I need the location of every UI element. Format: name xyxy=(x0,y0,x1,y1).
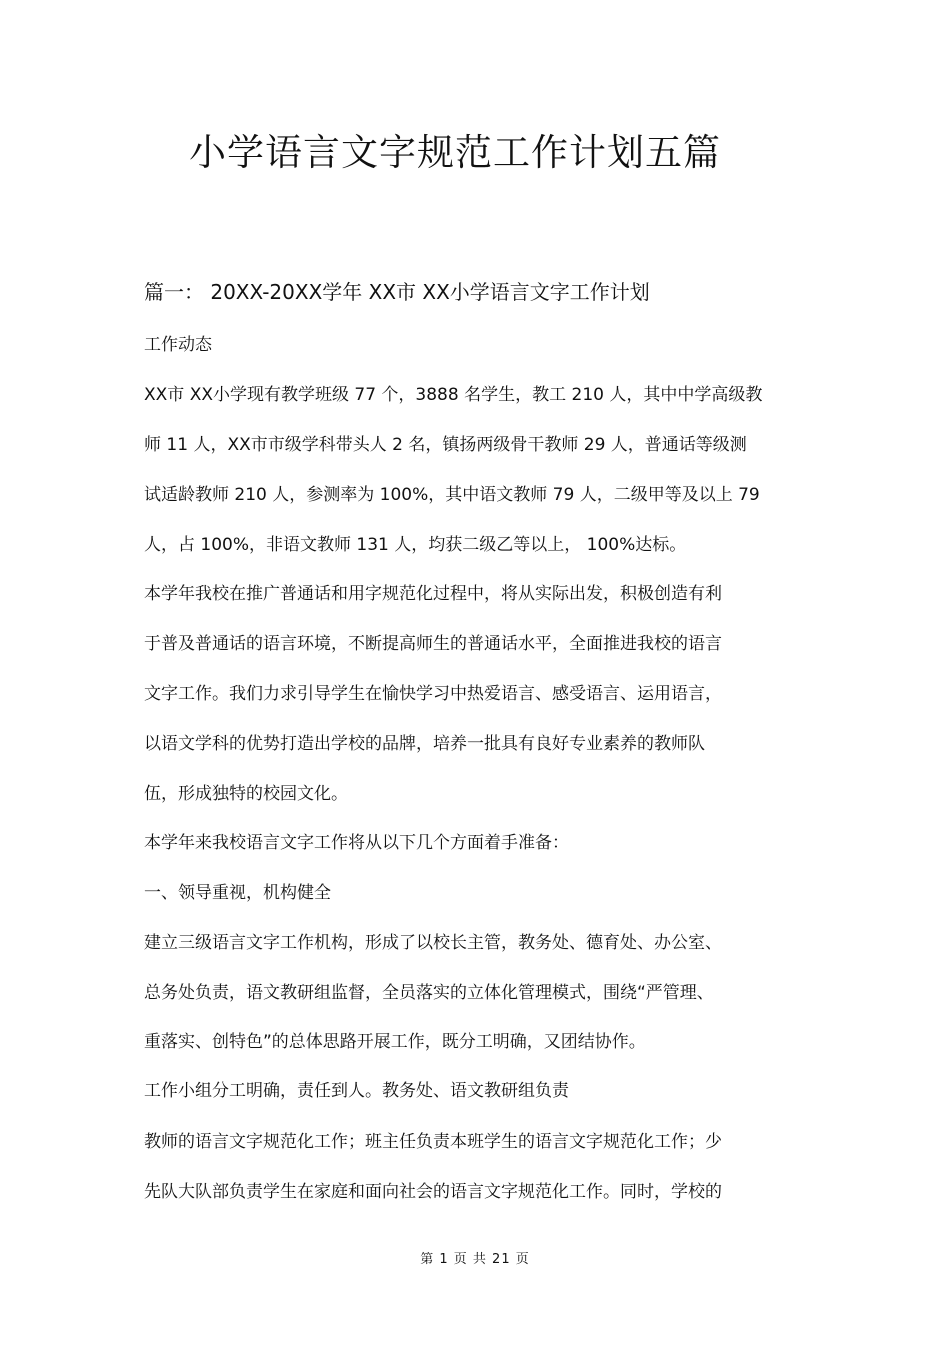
text-line: 先队大队部负责学生在家庭和面向社会的语言文字规范化工作。同时，学校的 xyxy=(144,1182,722,1202)
section-heading: 篇一： 20XX-20XX学年 XX市 XX小学语言文字工作计划 xyxy=(144,280,650,304)
text-line: 本学年我校在推广普通话和用字规范化过程中，将从实际出发，积极创造有利 xyxy=(144,584,722,604)
text-line: 建立三级语言文字工作机构，形成了以校长主管，教务处、德育处、办公室、 xyxy=(144,933,722,953)
text-line: 工作小组分工明确，责任到人。教务处、语文教研组负责 xyxy=(144,1081,569,1101)
text-line: 人，占 100%，非语文教师 131 人，均获二级乙等以上， 100%达标。 xyxy=(144,535,687,555)
document-title: 小学语言文字规范工作计划五篇 xyxy=(189,131,721,174)
text-line: 文字工作。我们力求引导学生在愉快学习中热爱语言、感受语言、运用语言， xyxy=(144,684,722,704)
text-line: XX市 XX小学现有教学班级 77 个，3888 名学生，教工 210 人，其中中学高级教 xyxy=(144,385,763,405)
text-line: 本学年来我校语言文字工作将从以下几个方面着手准备： xyxy=(144,833,569,853)
text-line: 以语文学科的优势打造出学校的品牌，培养一批具有良好专业素养的教师队 xyxy=(144,734,705,754)
text-line: 重落实、创特色”的总体思路开展工作，既分工明确，又团结协作。 xyxy=(144,1032,646,1052)
text-line: 总务处负责，语文教研组监督，全员落实的立体化管理模式，围绕“严管理、 xyxy=(144,983,714,1003)
text-line: 师 11 人，XX市市级学科带头人 2 名，镇扬两级骨干教师 29 人，普通话等级测 xyxy=(144,435,747,455)
text-line: 试适龄教师 210 人，参测率为 100%，其中语文教师 79 人，二级甲等及以上 79 xyxy=(144,485,760,505)
text-line: 教师的语言文字规范化工作；班主任负责本班学生的语言文字规范化工作；少 xyxy=(144,1132,722,1152)
text-line: 伍，形成独特的校园文化。 xyxy=(144,784,348,804)
text-line: 一、领导重视，机构健全 xyxy=(144,883,331,903)
text-line: 于普及普通话的语言环境，不断提高师生的普通话水平，全面推进我校的语言 xyxy=(144,634,722,654)
page-footer-number: 第 1 页 共 21 页 xyxy=(420,1252,530,1267)
text-line: 工作动态 xyxy=(144,335,212,355)
